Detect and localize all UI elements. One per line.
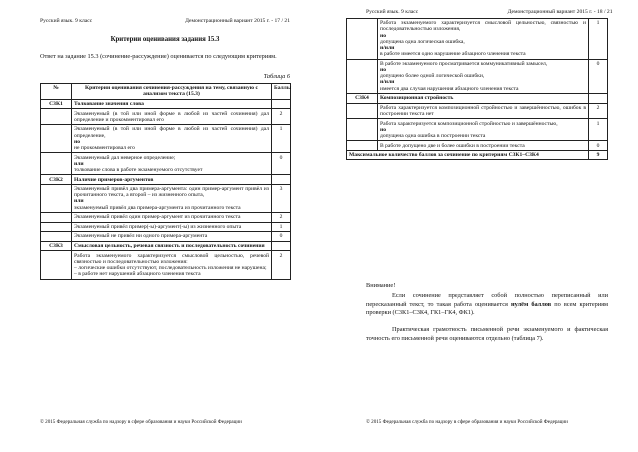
points-value: 2 — [272, 109, 291, 125]
criterion-description — [72, 153, 272, 175]
desc-line: – логические ошибки отсутствуют, последовательность изложения не нарушена; — [74, 264, 267, 271]
col-no-header: № — [41, 84, 72, 100]
page-footer: © 2015 Федеральная служба по надзору в сфере образования и науки Российской Федерации — [366, 419, 568, 425]
desc-conjunction: и/или — [380, 45, 395, 51]
desc-conjunction: или — [74, 160, 84, 167]
table-row — [41, 125, 291, 153]
table-row — [347, 103, 608, 119]
literacy-paragraph: Практическая грамотность письменной речи экзаменуемого и фактическая точность его письменной речи оцениваются отдельно (таблица 7). — [366, 326, 608, 342]
desc-conjunction: или — [74, 198, 84, 205]
criterion-code: С3К3 — [41, 241, 72, 251]
points-value: 1 — [272, 222, 291, 232]
note-text: Если сочинение представляет собой полностью переписанный или пересказанный текст, то такая работа оценивается — [366, 292, 608, 308]
points-value: 0 — [272, 153, 291, 175]
criterion-name: Композиционная стройность — [378, 93, 589, 103]
header-subject: Русский язык. 9 класс — [366, 9, 419, 15]
desc-line: допущено более одной логической ошибки, — [380, 73, 485, 80]
header-variant: Демонстрационный вариант 2015 г. - 18 / 21 — [507, 9, 613, 15]
desc-line: толкование слова в работе экзаменуемого отсутствует — [74, 166, 203, 173]
desc-line: Работа экзаменуемого характеризуется смысловой цельностью, связностью и последовательностью изложения, — [380, 20, 586, 33]
desc-line: В работе экзаменуемого просматривается коммуникативный замысел, — [380, 60, 548, 67]
criterion-description: В работе допущено две и более ошибки в построении текста — [378, 141, 589, 151]
criterion-description: Экзаменуемый (в той или иной форме в любой из частей сочинения) дал определение и прокомментировал его — [72, 109, 272, 125]
header-subject: Русский язык. 9 класс — [40, 18, 93, 24]
desc-conjunction: но — [380, 32, 387, 39]
desc-line: допущена одна ошибка в построении текста — [380, 132, 486, 139]
max-score-value: 9 — [589, 150, 608, 160]
table-label: Таблица 6 — [263, 73, 290, 80]
desc-line: не прокомментировал его — [74, 144, 135, 151]
desc-line: экзаменуемый привёл два примера-аргумента из прочитанного текста — [74, 204, 241, 211]
points-value: 2 — [272, 213, 291, 223]
criterion-description — [72, 184, 272, 212]
table-row — [347, 141, 608, 151]
desc-conjunction: и/или — [380, 79, 395, 86]
table-row — [41, 153, 291, 175]
desc-line: Работа экзаменуемого характеризуется смысловой цельностью, речевой связностью и последовательностью изложения: — [74, 252, 269, 265]
note-text: по всем критериям проверки (С3К1–С3К4, ГК1–ГК4, ФК1). — [366, 300, 609, 317]
page-header — [40, 18, 290, 24]
criterion-code: С3К4 — [347, 93, 378, 103]
page-header — [366, 9, 613, 15]
criterion-description — [378, 59, 589, 93]
table-row — [347, 119, 608, 141]
criterion-name: Толкование значения слова — [72, 99, 272, 109]
criterion-description — [378, 119, 589, 141]
desc-conjunction: но — [380, 126, 387, 133]
criterion-row — [41, 241, 291, 251]
col-points-header: Баллы — [272, 84, 291, 100]
note-emphasis: нулём баллов — [511, 300, 552, 308]
desc-line: – в работе нет нарушений абзацного членения текста — [74, 271, 201, 278]
desc-conjunction: но — [380, 66, 387, 73]
points-value: 1 — [589, 119, 608, 141]
page-footer: © 2015 Федеральная служба по надзору в сфере образования и науки Российской Федерации — [40, 419, 242, 425]
max-score-row — [347, 150, 608, 160]
desc-line: в работе имеется одно нарушение абзацного членения текста — [380, 51, 526, 58]
points-value: 0 — [589, 59, 608, 93]
criterion-description: Экзаменуемый привёл пример(-ы)-аргумент(-ы) из жизненного опыта — [72, 222, 272, 232]
intro-paragraph: Ответ на задание 15.3 (сочинение-рассуждение) оценивается по следующим критериям. — [40, 53, 277, 60]
desc-line: Экзаменуемый (в той или иной форме в любой из частей сочинения) дал определение, — [74, 126, 269, 139]
desc-line: Работа характеризуется композиционной стройностью и завершённостью, — [380, 120, 558, 127]
max-score-label: Максимальное количество баллов за сочинение по критериям С3К1–С3К4 — [347, 150, 589, 160]
criterion-code: С3К2 — [41, 175, 72, 185]
table-row — [41, 109, 291, 125]
header-variant: Демонстрационный вариант 2015 г. - 17 / 21 — [185, 18, 290, 24]
table-row — [41, 222, 291, 232]
desc-conjunction: но — [74, 138, 81, 145]
criterion-row — [41, 175, 291, 185]
table-row — [41, 213, 291, 223]
col-criteria-header: Критерии оценивания сочинения-рассуждения на тему, связанную с анализом текста (15.3) — [72, 84, 272, 100]
criteria-table-continued — [346, 18, 608, 160]
points-value: 3 — [272, 184, 291, 212]
points-value: 2 — [589, 103, 608, 119]
table-row — [41, 184, 291, 212]
desc-line: допущена одна логическая ошибка, — [380, 38, 465, 45]
criterion-description: Работа характеризуется композиционной стройностью и завершённостью, ошибок в построении текста нет — [378, 103, 589, 119]
criterion-code: С3К1 — [41, 99, 72, 109]
criterion-description: Экзаменуемый привёл один пример-аргумент из прочитанного текста — [72, 213, 272, 223]
criterion-row — [41, 99, 291, 109]
points-value: 1 — [272, 125, 291, 153]
points-value: 0 — [589, 141, 608, 151]
desc-line: имеется два случая нарушения абзацного членения текста — [380, 85, 519, 92]
criterion-name: Смысловая цельность, речевая связность и последовательность сочинения — [72, 241, 272, 251]
attention-note: Внимание! — [366, 282, 396, 289]
criterion-row — [347, 93, 608, 103]
table-row — [347, 59, 608, 93]
desc-line: Экзаменуемый привёл два примера-аргумента: один пример-аргумент привёл из прочитанного текста, а второй – из жизненного опыта, — [74, 186, 269, 199]
section-title: Критерии оценивания задания 15.3 — [110, 36, 220, 43]
points-value: 2 — [272, 251, 291, 279]
note-paragraph — [366, 292, 608, 318]
criteria-table — [40, 83, 291, 280]
desc-line: Экзаменуемый дал неверное определение; — [74, 154, 176, 161]
points-value: 1 — [589, 19, 608, 60]
table-row — [41, 232, 291, 242]
table-row — [41, 251, 291, 279]
table-row — [347, 19, 608, 60]
criterion-description — [72, 251, 272, 279]
criterion-name: Наличие примеров-аргументов — [72, 175, 272, 185]
table-header-row — [41, 84, 291, 100]
criterion-description — [72, 125, 272, 153]
criterion-description — [378, 19, 589, 60]
points-value: 0 — [272, 232, 291, 242]
criterion-description: Экзаменуемый не привёл ни одного примера-аргумента — [72, 232, 272, 242]
